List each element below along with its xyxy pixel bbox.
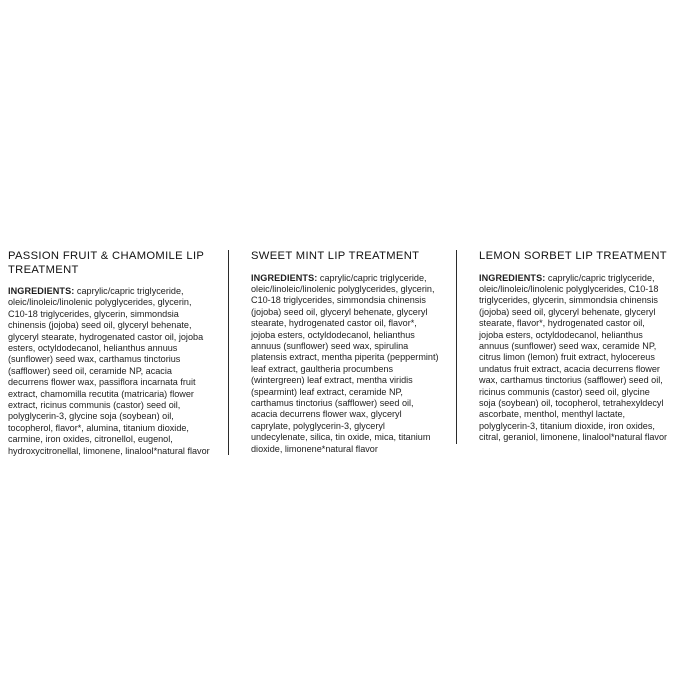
product-title: PASSION FRUIT & CHAMOMILE LIP TREATMENT [8, 250, 205, 276]
ingredients-text: caprylic/capric triglyceride, oleic/linoleic/linolenic polyglycerides, C10-18 triglycerides, glycerin, simmondsia chinensis (jojoba) seed oil, glyceryl behenate, glyceryl stearate, flavor*, hydrogenated castor oil, jojoba esters, octyldodecanol, helianthus annuus (sunflower) seed wax, ceramide NP, citrus limon (lemon) fruit extract, hylocereus undatus fruit extract, acacia decurrens flower wax, carthamus tinctorius (safflower) seed oil, ricinus communis (castor) seed oil, glycine soja (soybean) oil, tocopherol, tetrahexyldecyl ascorbate, menthol, menthyl lactate, polyglycerin-3, titanium dioxide, iron oxides, citral, geraniol, limonene, linalool [479, 272, 664, 443]
ingredients-columns [0, 250, 679, 457]
ingredients-text: caprylic/capric triglyceride, oleic/linoleic/linolenic polyglycerides, glycerin, C10-18 triglycerides, glycerin, simmondsia chinensis (jojoba) seed oil, glyceryl behenate, glyceryl stearate, hydrogenated castor oil, jojoba esters, octyldodecanol, helianthus annuus (sunflower) seed wax, carthamus tinctorius (safflower) seed oil, ceramide NP, acacia decurrens flower wax, passiflora incarnata fruit extract, chamomilla recutita (matricaria) flower extract, ricinus communis (castor) seed oil, polyglycerin-3, glycine soja (soybean) oil, tocopherol, flavor*, alumina, titanium dioxide, carmine, iron oxides, citronellol, eugenol, hydroxycitronellal, limonene, linalool [8, 286, 204, 456]
ingredients-paragraph [479, 273, 669, 444]
product-column-lemon-sorbet [456, 250, 679, 444]
flavor-note: *natural flavor [610, 432, 668, 443]
ingredients-label: INGREDIENTS: [8, 286, 75, 296]
flavor-note: *natural flavor [153, 445, 210, 456]
ingredients-label: INGREDIENTS: [479, 272, 546, 283]
product-title: LEMON SORBET LIP TREATMENT [479, 250, 667, 262]
flavor-note: *natural flavor [321, 443, 378, 454]
product-column-passion-fruit-chamomile [0, 250, 228, 457]
ingredients-paragraph [8, 286, 212, 457]
ingredients-text: caprylic/capric triglyceride, oleic/linoleic/linolenic polyglycerides, glycerin, C10-18 triglycerides, simmondsia chinensis (jojoba) seed oil, glyceryl behenate, glyceryl stearate, hydrogenated castor oil, flavor*, jojoba esters, octyldodecanol, helianthus annuus (sunflower) seed wax, spirulina platensis extract, mentha piperita (peppermint) leaf extract, gaultheria procumbens (wintergreen) leaf extract, mentha viridis (spearmint) leaf extract, ceramide NP, carthamus tinctorius (safflower) seed oil, acacia decurrens flower wax, glyceryl caprylate, polyglycerin-3, glyceryl undecylenate, silica, tin oxide, mica, titanium dioxide, limonene [251, 272, 439, 454]
ingredients-paragraph [251, 273, 442, 456]
ingredients-label: INGREDIENTS: [251, 272, 318, 283]
product-title: SWEET MINT LIP TREATMENT [251, 250, 420, 262]
product-column-sweet-mint [228, 250, 456, 455]
